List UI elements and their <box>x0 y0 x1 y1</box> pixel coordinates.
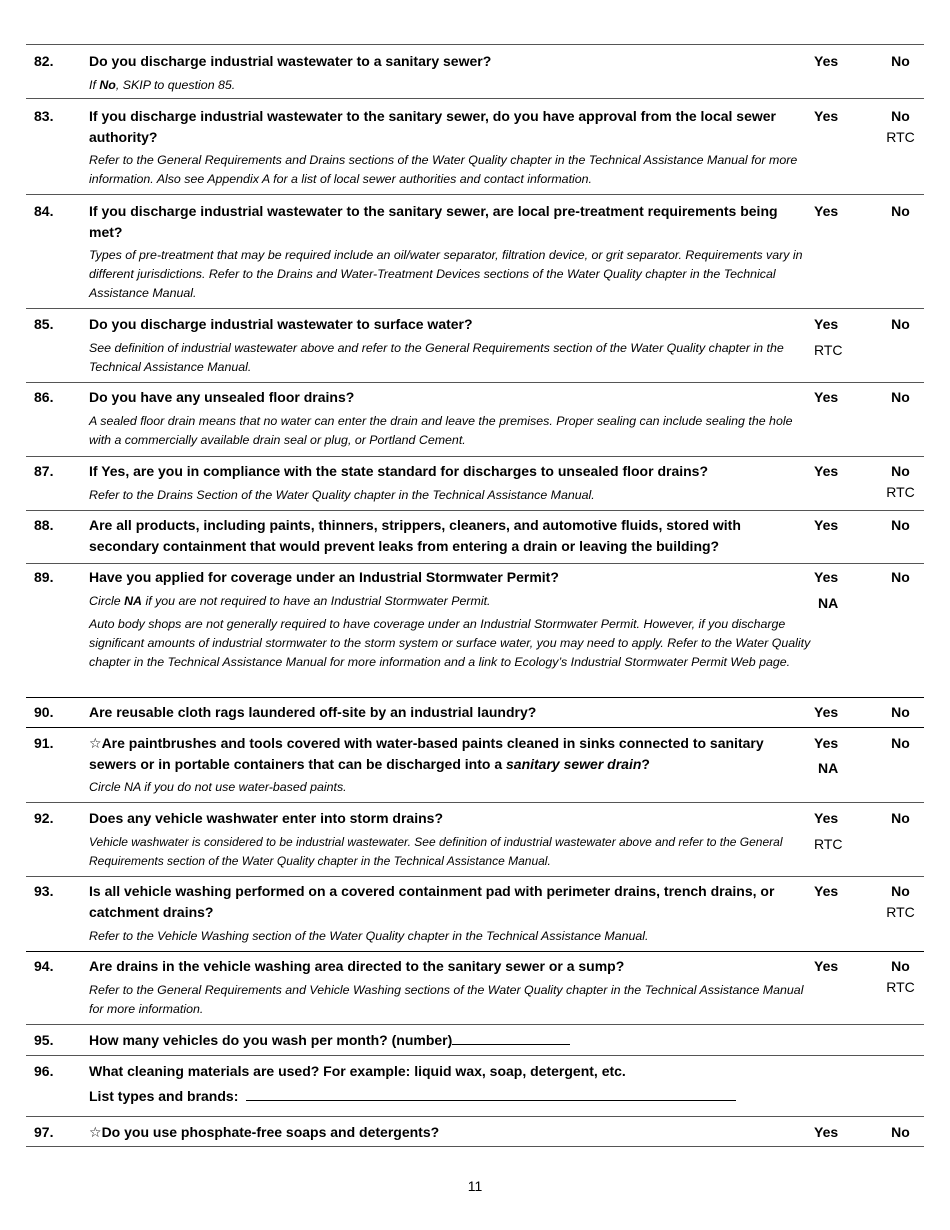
question-number: 94. <box>34 958 54 974</box>
rtc-label: RTC <box>886 904 915 920</box>
question-note: Types of pre-treatment that may be required include an oil/water separator, filtration device, or grit separator. Requirements vary in different jurisdictions. Refer to the Drains and Water-Treatment Devices sections of the Water Quality chapter in the Technical Assistance Manual. <box>89 248 803 300</box>
question-text: Are reusable cloth rags laundered off-site by an industrial laundry? <box>89 704 537 720</box>
yes-option[interactable]: Yes <box>814 569 839 585</box>
question-row <box>26 308 924 382</box>
question-note: Circle NA if you do not use water-based paints. <box>89 780 347 794</box>
rtc-label: RTC <box>886 129 915 145</box>
yes-option[interactable]: Yes <box>814 958 839 974</box>
no-option[interactable]: No <box>891 958 910 974</box>
yes-option[interactable]: Yes <box>814 810 839 826</box>
question-row <box>26 382 924 456</box>
question-note: Refer to the Vehicle Washing section of the Water Quality chapter in the Technical Assistance Manual. <box>89 929 649 943</box>
question-number: 93. <box>34 883 54 899</box>
yes-option[interactable]: Yes <box>814 735 839 751</box>
brands-field[interactable] <box>246 1086 736 1101</box>
question-text: ☆Do you use phosphate-free soaps and detergents? <box>89 1124 440 1140</box>
vehicle-count-field[interactable] <box>452 1030 570 1045</box>
question-note: Circle NA if you are not required to have an Industrial Stormwater Permit. <box>89 594 491 608</box>
question-note: A sealed floor drain means that no water can enter the drain and leave the premises. Proper sealing can include sealing the hole with a commercially available drain seal or plug, or Portland Cement. <box>89 414 793 447</box>
question-number: 83. <box>34 108 54 124</box>
question-note: If No, SKIP to question 85. <box>89 78 236 92</box>
page-number: 11 <box>467 1178 483 1194</box>
question-text: Do you have any unsealed floor drains? <box>89 389 355 405</box>
question-number: 95. <box>34 1032 54 1048</box>
yes-option[interactable]: Yes <box>814 517 839 533</box>
rtc-label: RTC <box>886 484 915 500</box>
question-row <box>26 510 924 563</box>
list-brands-line: List types and brands: <box>89 1086 789 1107</box>
question-text: Are drains in the vehicle washing area directed to the sanitary sewer or a sump? <box>89 958 625 974</box>
no-option[interactable]: No <box>891 203 910 219</box>
question-text: If you discharge industrial wastewater to the sanitary sewer, do you have approval from the local sewer authority? <box>89 108 776 145</box>
no-option[interactable]: No <box>891 810 910 826</box>
no-option[interactable]: No <box>891 53 910 69</box>
question-row <box>26 876 924 951</box>
yes-option[interactable]: Yes <box>814 389 839 405</box>
no-option[interactable]: No <box>891 517 910 533</box>
star-icon: ☆ <box>89 735 102 751</box>
question-text: If you discharge industrial wastewater to the sanitary sewer, are local pre-treatment requirements being met? <box>89 203 778 240</box>
no-option[interactable]: No <box>891 389 910 405</box>
rtc-label: RTC <box>814 836 843 852</box>
question-row <box>26 951 924 1024</box>
no-option[interactable]: No <box>891 463 910 479</box>
no-option[interactable]: No <box>891 883 910 899</box>
question-note: Refer to the General Requirements and Drains sections of the Water Quality chapter in the Technical Assistance Manual for more information. Also see Appendix A for a list of local sewer authorities and contact information. <box>89 153 798 186</box>
question-row <box>26 1116 924 1147</box>
no-option[interactable]: No <box>891 316 910 332</box>
no-option[interactable]: No <box>891 108 910 124</box>
question-note: Refer to the General Requirements and Vehicle Washing sections of the Water Quality chapter in the Technical Assistance Manual for more information. <box>89 983 804 1016</box>
yes-option[interactable]: Yes <box>814 704 839 720</box>
question-text: If Yes, are you in compliance with the state standard for discharges to unsealed floor drains? <box>89 463 709 479</box>
question-row <box>26 802 924 876</box>
question-note-detail: Auto body shops are not generally required to have coverage under an Industrial Stormwater Permit. However, if you discharge significant amounts of industrial stormwater to the storm system or surface water, you may need to apply. Refer to the Water Quality chapter in the Technical Assistance Manual for more information and a link to Ecology’s Industrial Stormwater Permit Web page. <box>89 617 811 669</box>
question-number: 92. <box>34 810 54 826</box>
question-row <box>26 1024 924 1055</box>
na-option[interactable]: NA <box>818 760 839 776</box>
yes-option[interactable]: Yes <box>814 53 839 69</box>
question-row <box>26 194 924 308</box>
yes-option[interactable]: Yes <box>814 108 839 124</box>
yes-option[interactable]: Yes <box>814 463 839 479</box>
question-number: 85. <box>34 316 54 332</box>
question-note: See definition of industrial wastewater above and refer to the General Requirements section of the Water Quality chapter in the Technical Assistance Manual. <box>89 341 784 374</box>
question-note: Refer to the Drains Section of the Water Quality chapter in the Technical Assistance Manual. <box>89 488 595 502</box>
question-text: Do you discharge industrial wastewater to surface water? <box>89 316 473 332</box>
question-row <box>26 1055 924 1116</box>
question-number: 82. <box>34 53 54 69</box>
question-note: Vehicle washwater is considered to be industrial wastewater. See definition of industrial wastewater above and refer to the General Requirements section of the Water Quality chapter in the Technical Assistance Manual. <box>89 835 783 868</box>
no-option[interactable]: No <box>891 569 910 585</box>
no-option[interactable]: No <box>891 704 910 720</box>
question-number: 88. <box>34 517 54 533</box>
no-option[interactable]: No <box>891 735 910 751</box>
question-number: 96. <box>34 1063 54 1079</box>
yes-option[interactable]: Yes <box>814 883 839 899</box>
star-icon: ☆ <box>89 1124 102 1140</box>
question-number: 84. <box>34 203 54 219</box>
question-number: 89. <box>34 569 54 585</box>
question-text: Is all vehicle washing performed on a covered containment pad with perimeter drains, trench drains, or catchment drains? <box>89 883 775 920</box>
no-option[interactable]: No <box>891 1124 910 1140</box>
question-row <box>26 456 924 510</box>
question-number: 97. <box>34 1124 54 1140</box>
yes-option[interactable]: Yes <box>814 203 839 219</box>
rtc-label: RTC <box>814 342 843 358</box>
rtc-label: RTC <box>886 979 915 995</box>
question-row <box>26 697 924 727</box>
question-row <box>26 563 924 697</box>
question-number: 86. <box>34 389 54 405</box>
question-number: 87. <box>34 463 54 479</box>
question-number: 91. <box>34 735 54 751</box>
question-row <box>26 44 924 98</box>
question-text: Have you applied for coverage under an Industrial Stormwater Permit? <box>89 569 559 585</box>
question-text: Are all products, including paints, thinners, strippers, cleaners, and automotive fluids, stored with secondary containment that would prevent leaks from entering a drain or leaving the building? <box>89 517 741 554</box>
question-text: Does any vehicle washwater enter into storm drains? <box>89 810 443 826</box>
na-option[interactable]: NA <box>818 595 839 611</box>
question-text: Do you discharge industrial wastewater to a sanitary sewer? <box>89 53 492 69</box>
yes-option[interactable]: Yes <box>814 316 839 332</box>
question-number: 90. <box>34 704 54 720</box>
yes-option[interactable]: Yes <box>814 1124 839 1140</box>
question-row <box>26 98 924 194</box>
question-text: How many vehicles do you wash per month? (number) <box>89 1030 799 1051</box>
question-text: What cleaning materials are used? For example: liquid wax, soap, detergent, etc. <box>89 1063 626 1079</box>
question-text: ☆Are paintbrushes and tools covered with water-based paints cleaned in sinks connected to sanitary sewers or in portable containers that can be discharged into a sanitary sewer drain? <box>89 735 764 772</box>
question-row <box>26 727 924 802</box>
